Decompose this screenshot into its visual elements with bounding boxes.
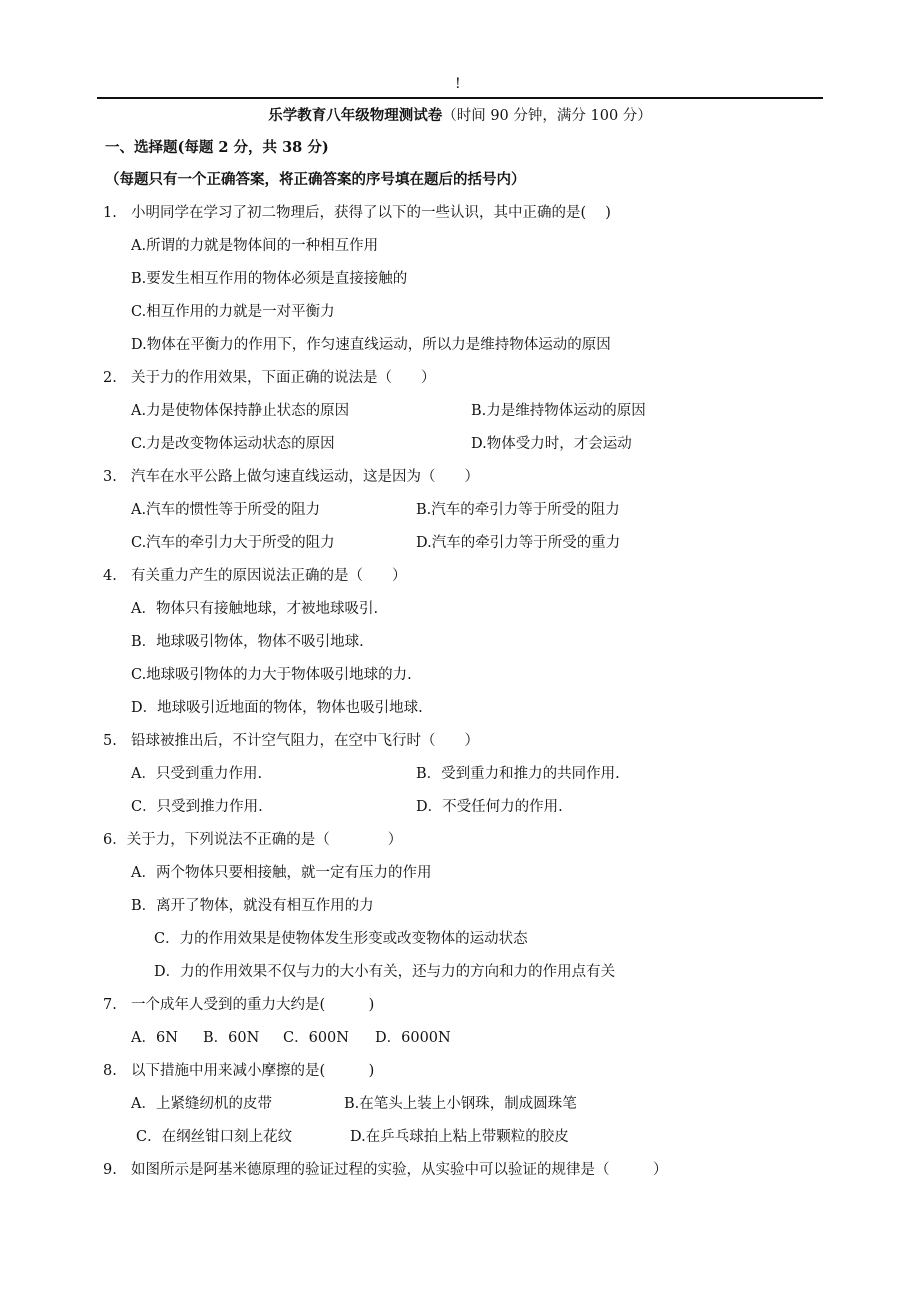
question-text: 关于力的作用效果，下面正确的说法是（ ）	[131, 370, 436, 386]
option-8d: D.在乒乓球拍上粘上带颗粒的胶皮	[350, 1129, 569, 1145]
option-8c: C．在纲丝钳口刻上花纹	[136, 1129, 293, 1145]
question-6	[103, 828, 402, 849]
question-3	[103, 465, 479, 486]
question-text: 关于力，下列说法不正确的是（ ）	[126, 832, 403, 848]
question-number: 9.	[103, 1162, 117, 1178]
option-6a: A．两个物体只要相接触，就一定有压力的作用	[131, 865, 432, 881]
option-4c: C.地球吸引物体的力大于物体吸引地球的力.	[131, 667, 412, 683]
question-8	[103, 1059, 374, 1080]
option-4a: A．物体只有接触地球，才被地球吸引.	[131, 601, 379, 617]
question-number: 4.	[103, 568, 117, 584]
option-3a: A.汽车的惯性等于所受的阻力	[131, 502, 321, 518]
question-text: 铅球被推出后，不计空气阻力，在空中飞行时（ ）	[131, 733, 479, 749]
title-main: 乐学教育八年级物理测试卷	[268, 107, 443, 124]
option-8b: B.在笔头上装上小钢珠，制成圆珠笔	[344, 1096, 577, 1112]
page-mark: !	[455, 76, 461, 92]
option-1d: D.物体在平衡力的作用下，作匀速直线运动，所以力是维持物体运动的原因	[131, 337, 611, 353]
option-3d: D.汽车的牵引力等于所受的重力	[416, 535, 621, 551]
option-5d: D．不受任何力的作用.	[416, 799, 563, 815]
option-2a: A.力是使物体保持静止状态的原因	[131, 403, 350, 419]
option-4d: D．地球吸引近地面的物体，物体也吸引地球.	[131, 700, 423, 716]
option-7d: D．6000N	[375, 1030, 451, 1046]
title-note: （时间 90 分钟，满分 100 分）	[442, 108, 652, 124]
section-instruction: （每题只有一个正确答案，将正确答案的序号填在题后的括号内）	[105, 171, 526, 188]
question-number: 6．	[103, 832, 127, 848]
question-9	[103, 1158, 668, 1179]
option-7b: B．60N	[203, 1030, 260, 1046]
question-4	[103, 564, 407, 585]
question-text: 以下措施中用来减小摩擦的是( )	[131, 1063, 375, 1079]
question-number: 7.	[103, 997, 117, 1013]
option-1b: B.要发生相互作用的物体必须是直接接触的	[131, 271, 408, 287]
question-number: 2.	[103, 370, 117, 386]
option-3c: C.汽车的牵引力大于所受的阻力	[131, 535, 335, 551]
page-title	[0, 104, 920, 125]
question-number: 1.	[103, 205, 117, 221]
question-number: 8.	[103, 1063, 117, 1079]
question-text: 有关重力产生的原因说法正确的是（ ）	[131, 568, 407, 584]
question-number: 3.	[103, 469, 117, 485]
option-5c: C．只受到推力作用.	[131, 799, 263, 815]
option-2b: B.力是维持物体运动的原因	[471, 403, 646, 419]
option-3b: B.汽车的牵引力等于所受的阻力	[416, 502, 620, 518]
option-5a: A．只受到重力作用.	[131, 766, 263, 782]
option-6c: C．力的作用效果是使物体发生形变或改变物体的运动状态	[154, 931, 528, 947]
question-text: 如图所示是阿基米德原理的验证过程的实验，从实验中可以验证的规律是（ ）	[131, 1162, 668, 1178]
question-1	[103, 201, 611, 222]
question-5	[103, 729, 479, 750]
question-text: 一个成年人受到的重力大约是( )	[131, 997, 375, 1013]
option-1a: A.所谓的力就是物体间的一种相互作用	[131, 238, 379, 254]
option-6d: D．力的作用效果不仅与力的大小有关，还与力的方向和力的作用点有关	[154, 964, 616, 980]
header-rule	[97, 97, 823, 99]
option-1c: C.相互作用的力就是一对平衡力	[131, 304, 335, 320]
option-4b: B．地球吸引物体，物体不吸引地球.	[131, 634, 364, 650]
option-2d: D.物体受力时，才会运动	[471, 436, 632, 452]
section-heading: 一、选择题(每题 2 分，共 38 分)	[105, 139, 329, 156]
option-8a: A．上紧缝纫机的皮带	[131, 1096, 272, 1112]
option-6b: B．离开了物体，就没有相互作用的力	[131, 898, 374, 914]
question-7	[103, 993, 374, 1014]
question-2	[103, 366, 436, 387]
option-2c: C.力是改变物体运动状态的原因	[131, 436, 335, 452]
question-text: 汽车在水平公路上做匀速直线运动，这是因为（ ）	[131, 469, 479, 485]
option-5b: B．受到重力和推力的共同作用.	[416, 766, 620, 782]
question-text: 小明同学在学习了初二物理后，获得了以下的一些认识，其中正确的是( )	[131, 205, 611, 221]
option-7c: C．600N	[283, 1030, 349, 1046]
question-number: 5.	[103, 733, 117, 749]
option-7a: A．6N	[131, 1030, 178, 1046]
